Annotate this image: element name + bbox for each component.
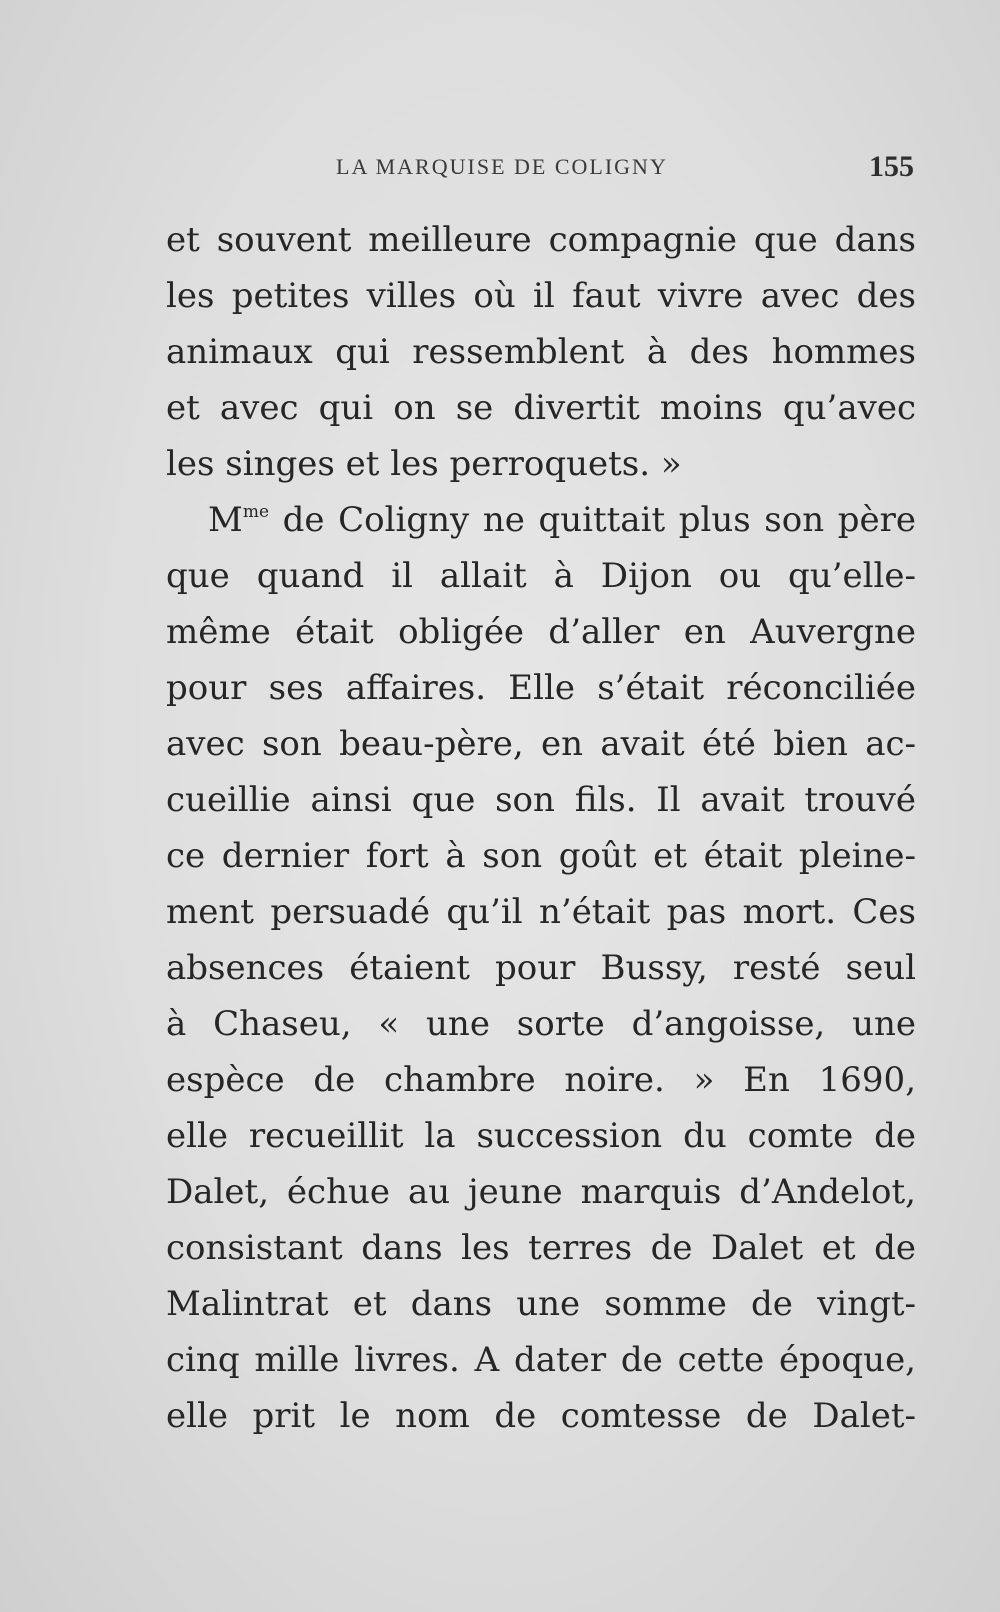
text-line: pour ses affaires. Elle s’était réconciliée: [166, 668, 916, 708]
text-line-remainder: de Coligny ne quittait plus son père: [282, 500, 916, 540]
text-line: et avec qui on se divertit moins qu’avec: [166, 388, 916, 428]
text-line: ce dernier fort à son goût et était pleine-: [166, 836, 916, 876]
text-line: cueillie ainsi que son fils. Il avait trouvé: [166, 780, 916, 820]
paragraph-start-line: [166, 492, 916, 548]
text-line: même était obligée d’aller en Auvergne: [166, 612, 916, 652]
text-line: espèce de chambre noire. » En 1690,: [166, 1060, 916, 1100]
running-head: [168, 150, 914, 190]
page-number: 155: [869, 150, 914, 183]
abbrev-sup: me: [242, 502, 270, 522]
body-text: [166, 212, 916, 1444]
text-line: ment persuadé qu’il n’était pas mort. Ces: [166, 892, 916, 932]
abbrev-madame: [208, 500, 269, 540]
text-line: à Chaseu, « une sorte d’angoisse, une: [166, 1004, 916, 1044]
text-line: les petites villes où il faut vivre avec des: [166, 276, 916, 316]
text-line: animaux qui ressemblent à des hommes: [166, 332, 916, 372]
text-line: elle prit le nom de comtesse de Dalet-: [166, 1396, 916, 1436]
abbrev-base: M: [208, 500, 243, 540]
text-line: Dalet, échue au jeune marquis d’Andelot,: [166, 1172, 916, 1212]
text-line: Malintrat et dans une somme de vingt-: [166, 1284, 916, 1324]
text-line: et souvent meilleure compagnie que dans: [166, 220, 916, 260]
text-line: avec son beau-père, en avait été bien ac-: [166, 724, 916, 764]
text-line: que quand il allait à Dijon ou qu’elle-: [166, 556, 916, 596]
text-line: absences étaient pour Bussy, resté seul: [166, 948, 916, 988]
running-title: LA MARQUISE DE COLIGNY: [336, 154, 668, 179]
text-line: elle recueillit la succession du comte de: [166, 1116, 916, 1156]
text-line: consistant dans les terres de Dalet et de: [166, 1228, 916, 1268]
text-line: cinq mille livres. A dater de cette époque,: [166, 1340, 916, 1380]
text-line: les singes et les perroquets. »: [166, 444, 682, 484]
